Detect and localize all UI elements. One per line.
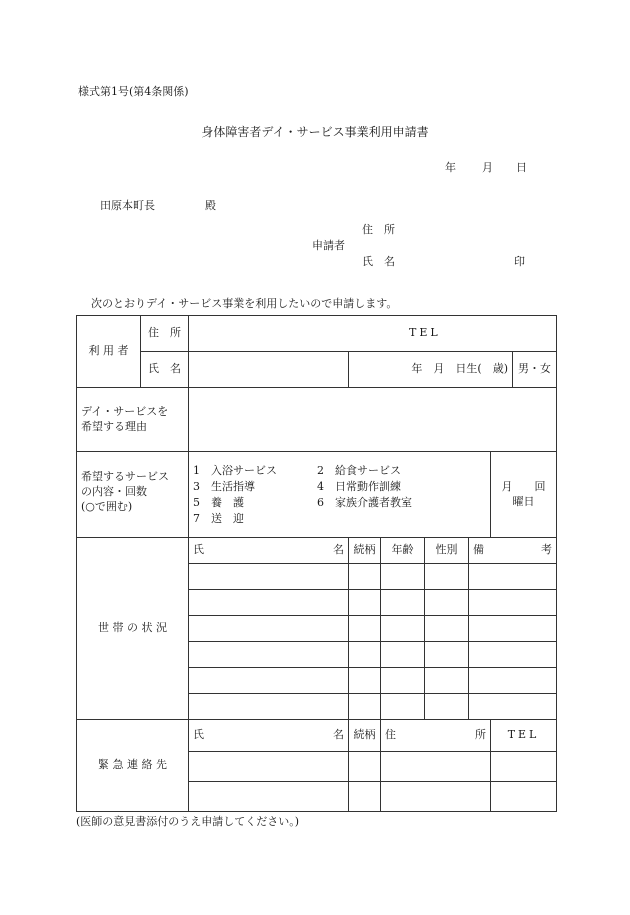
services-frequency[interactable] — [491, 452, 557, 538]
household-name-cell[interactable] — [189, 694, 349, 720]
reason-label — [77, 388, 189, 452]
user-name-field[interactable] — [189, 352, 349, 388]
household-name-cell[interactable] — [189, 616, 349, 642]
service-option[interactable]: 1 入浴サービス — [193, 464, 277, 477]
emergency-col-address — [381, 720, 491, 752]
household-name-cell[interactable] — [189, 642, 349, 668]
household-age-cell[interactable] — [381, 642, 425, 668]
services-label-line3: (○で囲む) — [81, 499, 133, 513]
seal-mark: 印 — [514, 255, 525, 268]
household-col-note-wrap — [473, 543, 552, 558]
emergency-col-address-wrap — [385, 728, 486, 743]
household-gender-cell[interactable] — [425, 590, 469, 616]
household-name-cell[interactable] — [189, 668, 349, 694]
user-gender-field[interactable]: 男・女 — [513, 352, 557, 388]
date-year-label: 年 — [445, 161, 456, 174]
household-col-gender: 性別 — [425, 538, 469, 564]
household-age-cell[interactable] — [381, 694, 425, 720]
user-name-row — [77, 352, 557, 388]
frequency-weekday: 曜日 — [512, 494, 535, 508]
emergency-header-row — [77, 720, 557, 752]
household-note-cell[interactable] — [469, 564, 557, 590]
emergency-col-relation: 続柄 — [349, 720, 381, 752]
services-options-grid — [193, 464, 486, 526]
user-name-label: 氏 名 — [141, 352, 189, 388]
emergency-tel-cell[interactable] — [491, 752, 557, 782]
services-label-line2: の内容・回数 — [81, 484, 147, 498]
emergency-tel-cell[interactable] — [491, 782, 557, 812]
intro-text: 次のとおりデイ・サービス事業を利用したいので申請します。 — [91, 297, 398, 310]
household-relation-cell[interactable] — [349, 590, 381, 616]
household-age-cell[interactable] — [381, 590, 425, 616]
household-col-note — [469, 538, 557, 564]
application-table — [76, 315, 557, 812]
household-name-cell[interactable] — [189, 590, 349, 616]
addressee-honorific: 殿 — [205, 199, 216, 212]
household-name-cell[interactable] — [189, 564, 349, 590]
household-note-cell[interactable] — [469, 616, 557, 642]
emergency-address-cell[interactable] — [381, 752, 491, 782]
applicant-label: 申請者 — [312, 239, 345, 252]
service-option[interactable]: 3 生活指導 — [193, 479, 255, 493]
emergency-col-address-2: 所 — [475, 728, 486, 742]
services-label — [77, 452, 189, 538]
emergency-name-cell[interactable] — [189, 752, 349, 782]
emergency-relation-cell[interactable] — [349, 782, 381, 812]
services-row — [77, 452, 557, 538]
household-note-cell[interactable] — [469, 642, 557, 668]
household-gender-cell[interactable] — [425, 564, 469, 590]
reason-row — [77, 388, 557, 452]
household-relation-cell[interactable] — [349, 564, 381, 590]
household-note-cell[interactable] — [469, 694, 557, 720]
household-col-name-2: 名 — [333, 543, 344, 557]
form-title: 身体障害者デイ・サービス事業利用申請書 — [201, 125, 429, 139]
service-option[interactable]: 5 養 護 — [193, 495, 244, 509]
frequency-month: 月 回 — [501, 480, 546, 493]
services-label-line1: 希望するサービス — [81, 470, 169, 483]
user-birth-field[interactable]: 年 月 日生( 歳) — [349, 352, 513, 388]
footnote: (医師の意見書添付のうえ申請してください。) — [76, 815, 300, 828]
household-label: 世 帯 の 状 況 — [77, 538, 189, 720]
emergency-col-name — [189, 720, 349, 752]
emergency-col-address-1: 住 — [385, 728, 396, 742]
household-relation-cell[interactable] — [349, 694, 381, 720]
household-header-row — [77, 538, 557, 564]
emergency-name-cell[interactable] — [189, 782, 349, 812]
household-gender-cell[interactable] — [425, 694, 469, 720]
reason-field[interactable] — [189, 388, 557, 452]
user-tel-label: TEL — [409, 326, 441, 340]
reason-label-line2: 希望する理由 — [81, 419, 147, 433]
emergency-col-name-2: 名 — [333, 728, 344, 742]
household-gender-cell[interactable] — [425, 642, 469, 668]
reason-label-line1: デイ・サービスを — [81, 404, 169, 418]
household-col-name — [189, 538, 349, 564]
user-address-field[interactable] — [189, 316, 557, 352]
household-relation-cell[interactable] — [349, 668, 381, 694]
user-address-label: 住 所 — [141, 316, 189, 352]
service-option[interactable]: 7 送 迎 — [193, 511, 244, 525]
household-col-relation: 続柄 — [349, 538, 381, 564]
applicant-name-label: 氏 名 — [362, 255, 395, 268]
household-note-cell[interactable] — [469, 668, 557, 694]
services-options — [189, 452, 491, 538]
household-gender-cell[interactable] — [425, 616, 469, 642]
emergency-relation-cell[interactable] — [349, 752, 381, 782]
household-col-name-wrap — [193, 543, 344, 558]
service-option[interactable]: 4 日常動作訓練 — [317, 479, 401, 493]
emergency-col-tel: TEL — [491, 720, 557, 752]
household-age-cell[interactable] — [381, 564, 425, 590]
form-number: 様式第1号(第4条関係) — [78, 85, 189, 98]
household-relation-cell[interactable] — [349, 642, 381, 668]
service-option[interactable]: 2 給食サービス — [317, 464, 401, 477]
addressee-name: 田原本町長 — [100, 199, 155, 212]
emergency-address-cell[interactable] — [381, 782, 491, 812]
household-col-age: 年齢 — [381, 538, 425, 564]
household-note-cell[interactable] — [469, 590, 557, 616]
user-address-row — [77, 316, 557, 352]
household-age-cell[interactable] — [381, 668, 425, 694]
service-option[interactable]: 6 家族介護者教室 — [317, 495, 412, 509]
emergency-label: 緊 急 連 絡 先 — [77, 720, 189, 812]
household-col-note-1: 備 — [473, 543, 484, 557]
household-col-note-2: 考 — [541, 543, 553, 557]
emergency-col-name-1: 氏 — [193, 728, 204, 742]
household-gender-cell[interactable] — [425, 668, 469, 694]
date-month-label: 月 — [482, 161, 493, 174]
household-relation-cell[interactable] — [349, 616, 381, 642]
date-day-label: 日 — [516, 161, 527, 174]
household-col-name-1: 氏 — [193, 543, 204, 557]
applicant-address-label: 住 所 — [362, 223, 395, 236]
emergency-col-name-wrap — [193, 728, 344, 743]
household-age-cell[interactable] — [381, 616, 425, 642]
user-section-label: 利 用 者 — [77, 316, 141, 388]
